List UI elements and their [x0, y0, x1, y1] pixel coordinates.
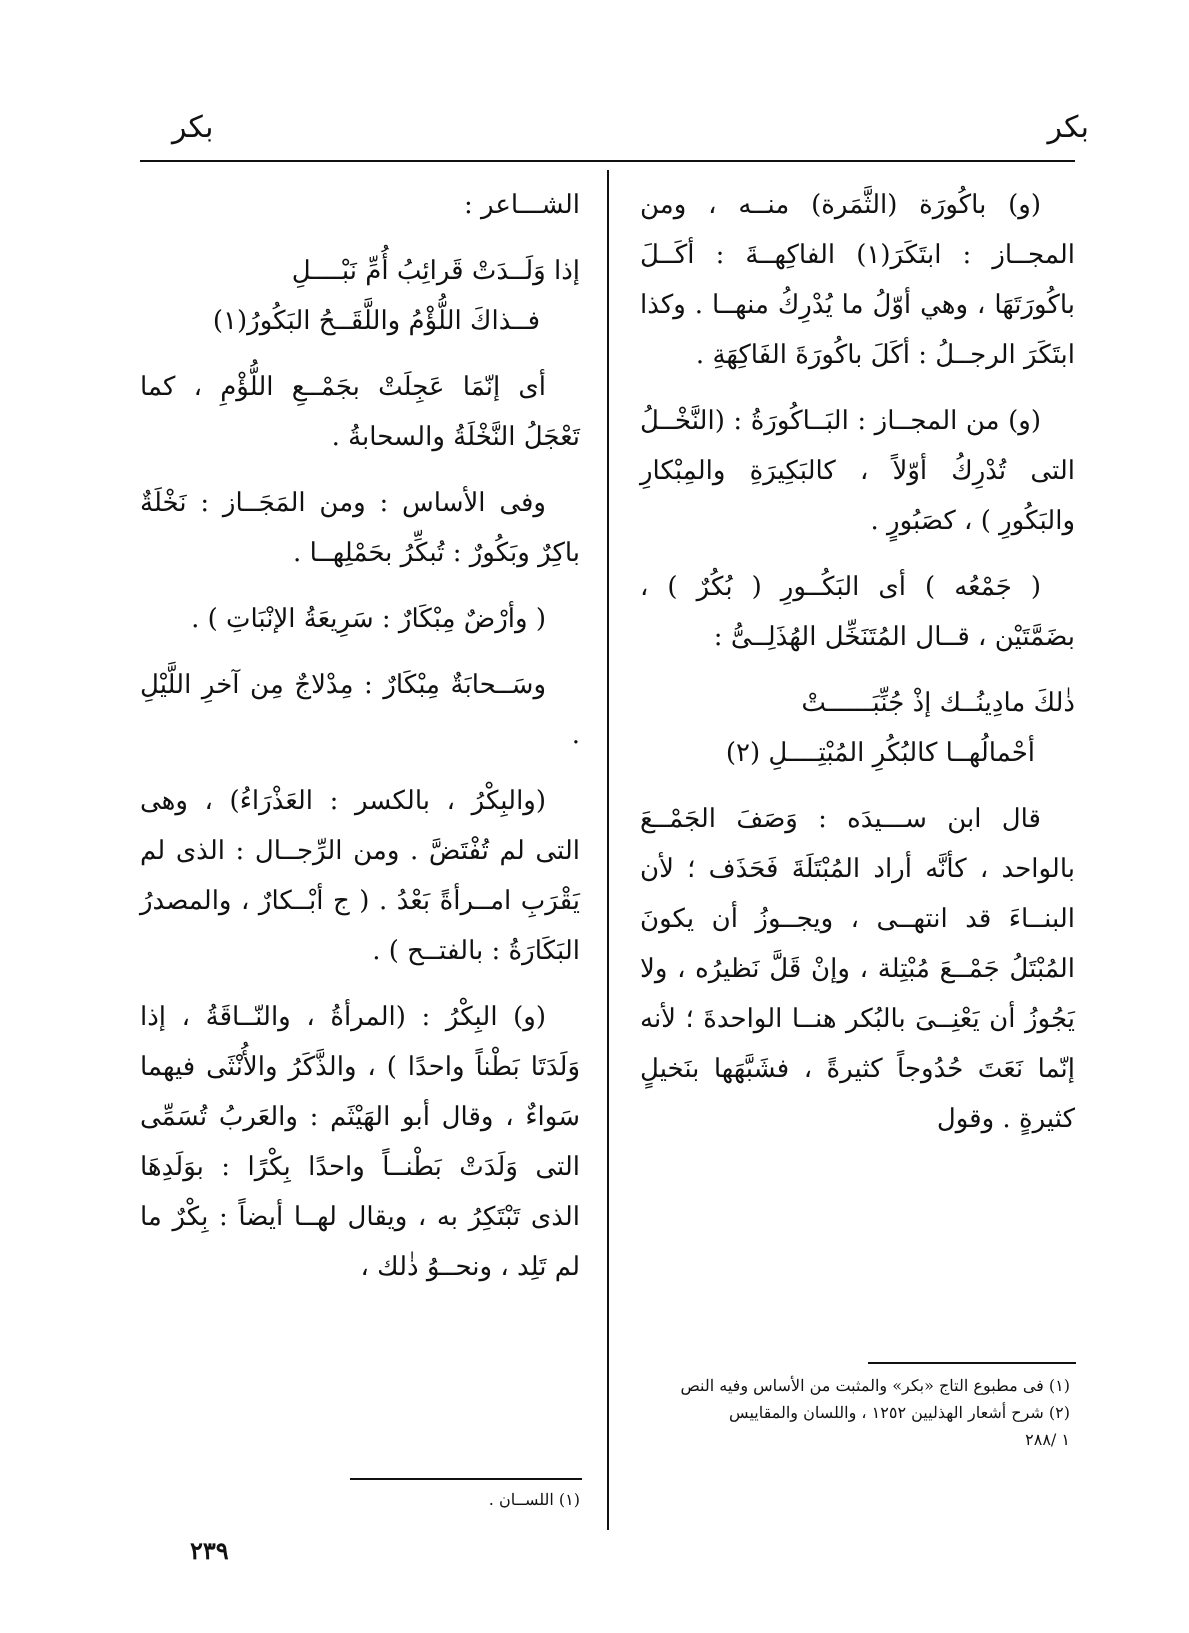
- right-paragraph-1: (و) باكُورَة (الثَّمَرة) منــه ، ومن المجــاز : ابتَكَرَ(١) الفاكِهــةَ : أكَــلَ باكُورَتَهَا ، وهي أوّلُ ما يُدْرِكُ منهــا . وكذا ابتَكَرَ الرجــلُ : أكَلَ باكُورَةَ الفَاكِهَةِ .: [640, 190, 1075, 370]
- left-verse: [140, 246, 580, 346]
- left-paragraph-6: (و) البِكْرُ : (المرأةُ ، والنّــاقَةُ ، إذا وَلَدَتَا بَطْناً واحدًا ) ، والذَّكَرُ والأُنْثَى فيهما سَواءٌ ، وقال أبو الهَيْثَم : والعَربُ تُسَمِّى التى وَلَدَتْ بَطْنــاً واحدًا بِكْرًا : بوَلَدِهَا الذى تَبْتَكِرُ به ، ويقال لهــا أيضاً : بِكْرٌ ما لم تَلِد ، ونحــوُ ذٰلك ،: [140, 1002, 580, 1282]
- left-paragraph-4: وسَــحابَةٌ مِبْكَارٌ : مِدْلاجٌ مِن آخرِ اللَّيْلِ .: [140, 670, 580, 750]
- left-footnote-1: (١) اللســان .: [488, 1490, 580, 1509]
- footnote-2: (٢) شرح أشعار الهذليين ١٢٥٢ ، واللسان والمقاييس: [729, 1403, 1070, 1422]
- right-footnotes: [640, 1372, 1070, 1453]
- header-rule: [140, 160, 1075, 162]
- footnote-1: (١) فى مطبوع التاج «بكر» والمثبت من الأساس وفيه النص: [680, 1376, 1070, 1395]
- right-verse-line-2: أحْمالُهــا كالبُكُرِ المُبْتِــــلِ (٢): [725, 738, 1035, 768]
- footnote-2-continued: ١ /٢٨٨: [1025, 1430, 1070, 1449]
- left-paragraph-1: أى إنّمَا عَجِلَتْ بجَمْــعِ اللُّؤْمِ ، كما تَعْجَلُ النَّخْلَةُ والسحابةُ .: [140, 372, 580, 452]
- right-paragraph-4: قال ابن ســـيدَه : وَصَفَ الجَمْــعَ بالواحد ، كأنَّه أراد المُبْتَلَةَ فَحَذَف ؛ لأن البنــاءَ قد انتهــى ، ويجــوزُ أن يكونَ المُبْتَلُ جَمْــعَ مُبْتِلة ، وإنْ قَلَّ نَظيرُه ، ولا يَجُوزُ أن يَعْنِــىَ بالبُكر هنــا الواحدةَ ؛ لأنه إنّما نَعَتَ حُدُوجاً كثيرةً ، فشَبَّهَها بنَخيلٍ كثيرةٍ . وقول: [640, 804, 1075, 1134]
- left-column: [140, 180, 580, 1308]
- left-verse-line-1: إذا وَلَــدَتْ قَرائِبُ أُمِّ نَبْــــلِ: [291, 256, 580, 286]
- right-column: [640, 180, 1075, 1160]
- right-footnote-rule: [868, 1362, 1076, 1364]
- right-paragraph-2: (و) من المجــاز : البَــاكُورَةُ : (النَّخْــلُ التى تُدْرِكُ أوّلاً ، كالبَكِيرَةِ والمِبْكارِ والبَكُورِ ) ، كصَبُورٍ .: [640, 406, 1075, 536]
- left-verse-line-2: فــذاكَ اللُّؤْمُ واللَّقَــحُ البَكُورُ(١): [212, 306, 540, 336]
- right-verse-line-1: ذٰلكَ مادِينُــك إذْ جُنِّبَــــــتْ: [801, 688, 1075, 718]
- right-verse: [640, 678, 1075, 778]
- header-word-left: بكر: [172, 110, 214, 145]
- left-footnotes: [350, 1486, 580, 1513]
- header-word-right: بكر: [1047, 110, 1089, 145]
- left-intro: الشـــاعر :: [464, 190, 580, 220]
- left-paragraph-3: ( وأرْضٌ مِبْكَارٌ : سَرِيعَةُ الإنْبَاتِ ) .: [191, 604, 546, 634]
- column-divider: [607, 170, 609, 1530]
- right-paragraph-3: ( جَمْعُه ) أى البَكُــورِ ( بُكُرٌ ) ، بضَمَّتَيْن ، قــال المُتَنَخِّل الهُذَلِــىُّ :: [640, 572, 1075, 652]
- left-paragraph-2: وفى الأساس : ومن المَجَــاز : نَخْلَةٌ باكِرٌ وبَكُورٌ : تُبكِّرُ بحَمْلِهــا .: [140, 488, 580, 568]
- page-number: ٢٣٩: [190, 1536, 229, 1565]
- left-paragraph-5: (والبِكْرُ ، بالكسر : العَذْرَاءُ) ، وهى التى لم تُفْتَضَّ . ومن الرِّجــال : الذى لم يَقْرَبِ امــرأةً بَعْدُ . ( ج أبْــكارٌ ، والمصدرُ البَكَارَةُ : بالفتــح ) .: [140, 786, 580, 966]
- left-footnote-rule: [350, 1478, 582, 1480]
